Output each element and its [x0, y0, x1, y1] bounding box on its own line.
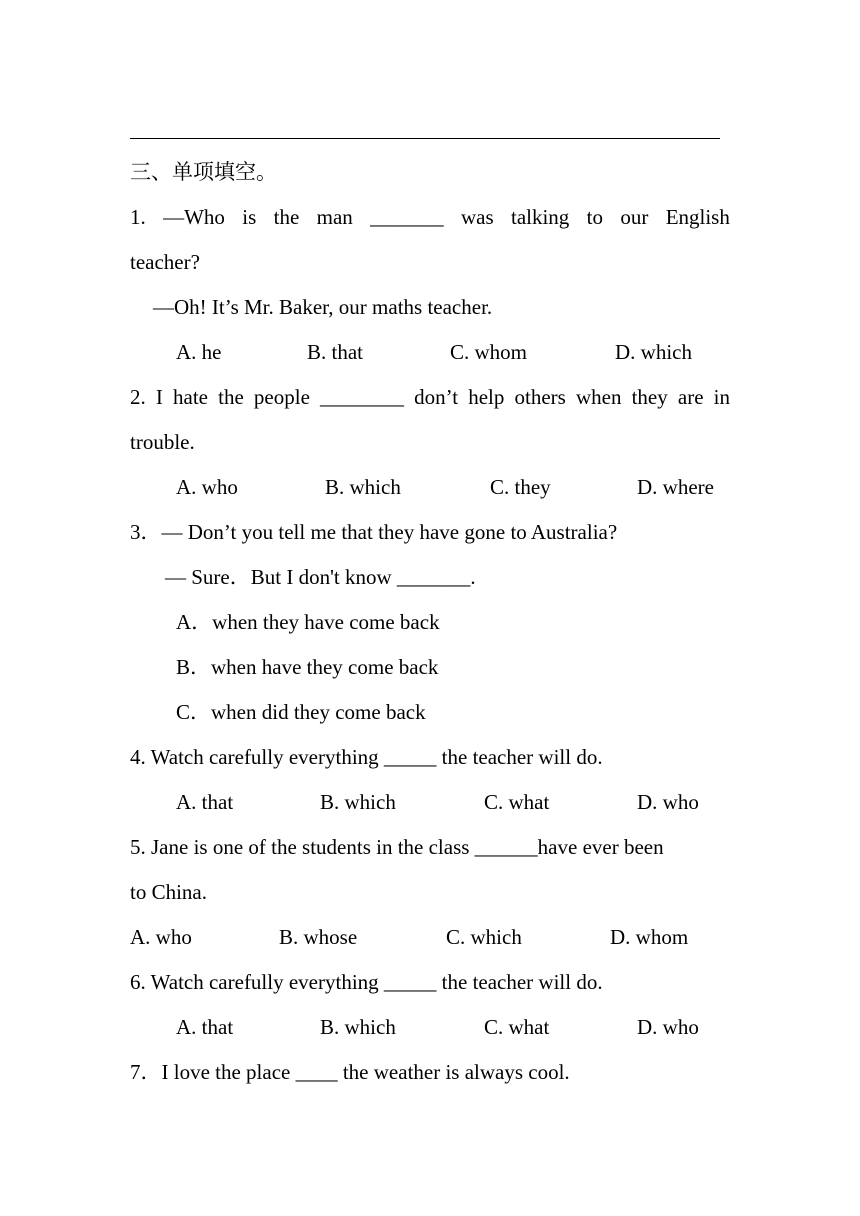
question-4-line-1: 4. Watch carefully everything _____ the teacher will do.: [130, 745, 603, 769]
question-6-option-d: D. who: [637, 1015, 699, 1039]
question-5-option-a: A. who: [130, 925, 192, 949]
question-2-line-1: 2. I hate the people ________ don’t help others when they are in: [130, 385, 730, 409]
question-4-option-b: B. which: [320, 790, 396, 814]
question-1-word: talking: [510, 205, 570, 229]
question-3-option-c: C．when did they come back: [176, 700, 426, 724]
question-3-option-b: B．when have they come back: [176, 655, 439, 679]
question-5-option-d: D. whom: [610, 925, 689, 949]
question-4-option-a: A. that: [176, 790, 234, 814]
question-1-word: _______: [370, 205, 444, 229]
question-1-word: to: [586, 205, 603, 229]
question-2-option-c: C. they: [490, 475, 551, 499]
question-6-option-b: B. which: [320, 1015, 396, 1039]
question-1-word: is: [242, 205, 257, 229]
question-7-line-1: 7．I love the place ____ the weather is always cool.: [130, 1060, 570, 1084]
question-1-option-c: C. whom: [450, 340, 528, 364]
question-1-word: man: [316, 205, 353, 229]
question-2-line-2: trouble.: [130, 430, 195, 454]
question-1-word: the: [273, 205, 300, 229]
question-3-option-a: A．when they have come back: [176, 610, 440, 634]
question-1-reply: —Oh! It’s Mr. Baker, our maths teacher.: [153, 295, 493, 319]
question-1-word: our: [620, 205, 649, 229]
question-4-option-d: D. who: [637, 790, 699, 814]
question-2-option-a: A. who: [176, 475, 238, 499]
question-1-line-2: teacher?: [130, 250, 200, 274]
question-6-option-c: C. what: [484, 1015, 550, 1039]
question-5-option-b: B. whose: [279, 925, 358, 949]
section-title: 三、单项填空。: [130, 160, 277, 184]
question-1-option-a: A. he: [176, 340, 222, 364]
question-4-option-c: C. what: [484, 790, 550, 814]
question-6-line-1: 6. Watch carefully everything _____ the teacher will do.: [130, 970, 603, 994]
header-rule: [130, 138, 720, 139]
question-3-line-1: 3．— Don’t you tell me that they have gone to Australia?: [130, 520, 618, 544]
question-2-option-d: D. where: [637, 475, 714, 499]
question-1-line-1: [130, 207, 730, 228]
question-2-option-b: B. which: [325, 475, 401, 499]
question-1-word: was: [460, 205, 494, 229]
question-3-line-2: — Sure．But I don't know _______.: [165, 565, 476, 589]
question-5-option-c: C. which: [446, 925, 522, 949]
question-1-word: —Who: [163, 205, 225, 229]
question-1-option-d: D. which: [615, 340, 692, 364]
question-5-line-1: 5. Jane is one of the students in the class ______have ever been: [130, 835, 664, 859]
question-1-option-b: B. that: [307, 340, 363, 364]
question-6-option-a: A. that: [176, 1015, 234, 1039]
question-5-line-2: to China.: [130, 880, 207, 904]
question-1-word: English: [665, 205, 730, 229]
question-1-word: 1.: [130, 205, 146, 229]
